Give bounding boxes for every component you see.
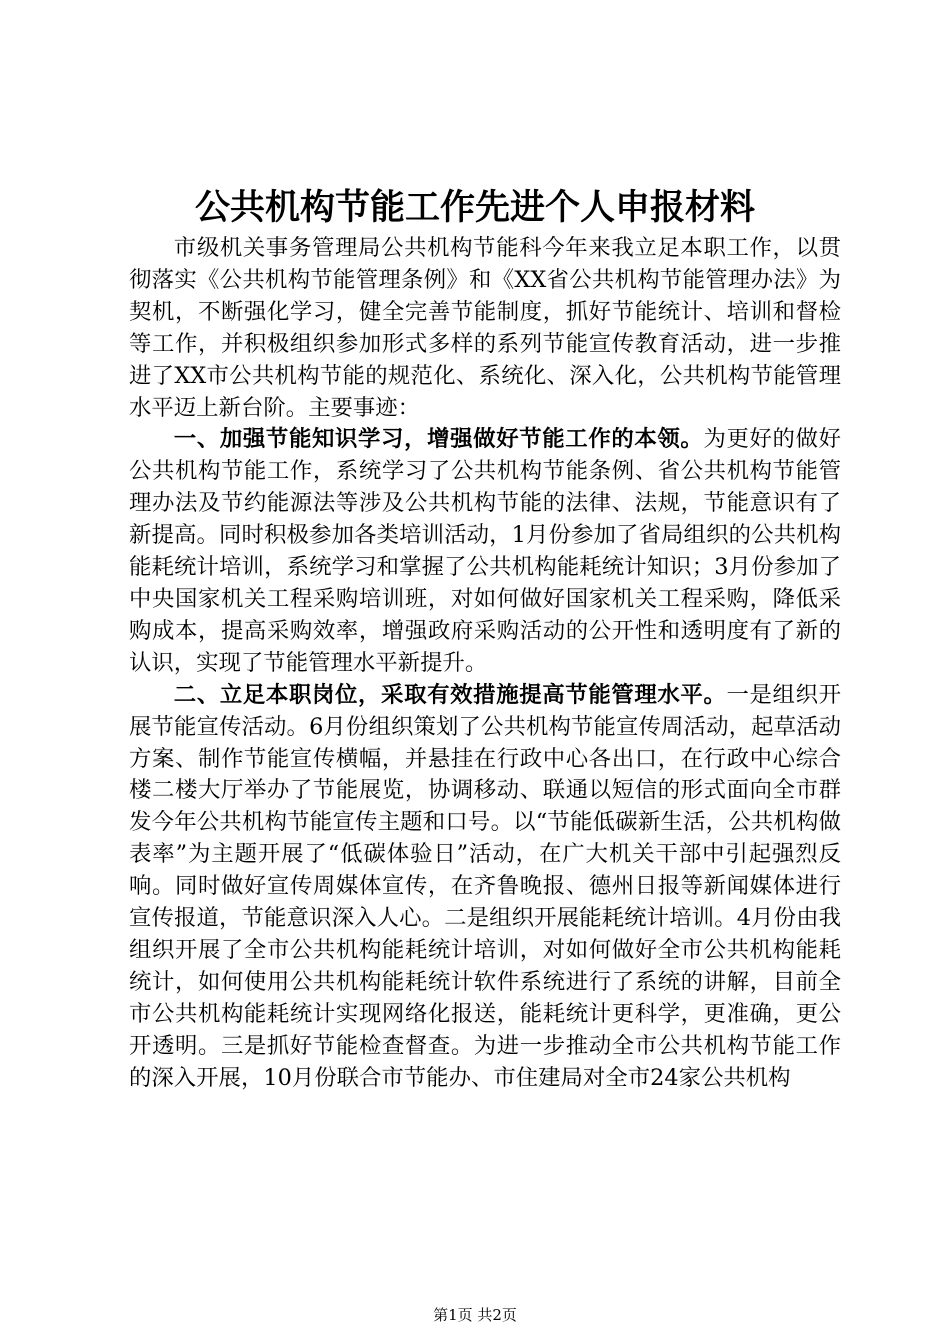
intro-paragraph: 市级机关事务管理局公共机构节能科今年来我立足本职工作，以贯彻落实《公共机构节能管理条例》和《XX省公共机构节能管理办法》为契机，不断强化学习，健全完善节能制度，抓好节能统计、培训和督检等工作，并积极组织参加形式多样的系列节能宣传教育活动，进一步推进了XX市公共机构节能的规范化、系统化、深入化，公共机构节能管理水平迈上新台阶。主要事迹： (129, 235, 841, 421)
section-heading-1: 一、加强节能知识学习，增强做好节能工作的本领。 (173, 426, 704, 453)
section-text-2: 一是组织开展节能宣传活动。6月份组织策划了公共机构节能宣传周活动，起草活动方案、制作节能宣传横幅，并悬挂在行政中心各出口，在行政中心综合楼二楼大厅举办了节能展览，协调移动、联通以短信的形式面向全市群发今年公共机构节能宣传主题和口号。以“节能低碳新生活，公共机构做表率”为主题开展了“低碳体验日”活动，在广大机关干部中引起强烈反响。同时做好宣传周媒体宣传，在齐鲁晚报、德州日报等新闻媒体进行宣传报道，节能意识深入人心。二是组织开展能耗统计培训。4月份由我组织开展了全市公共机构能耗统计培训，对如何做好全市公共机构能耗统计，如何使用公共机构能耗统计软件系统进行了系统的讲解，目前全市公共机构能耗统计实现网络化报送，能耗统计更科学，更准确，更公开透明。三是抓好节能检查督查。为进一步推动全市公共机构节能工作的深入开展，10月份联合市节能办、市住建局对全市24家公共机构 (129, 681, 842, 1091)
page-footer: 第1页 共2页 (433, 1306, 517, 1324)
document-body (129, 233, 841, 1094)
section-paragraph-2 (129, 680, 841, 1095)
section-heading-2: 二、立足本职岗位，采取有效措施提高节能管理水平。 (173, 681, 727, 708)
section-text-1: 为更好的做好公共机构节能工作，系统学习了公共机构节能条例、省公共机构节能管理办法及节约能源法等涉及公共机构节能的法律、法规，节能意识有了新提高。同时积极参加各类培训活动，1月份参加了省局组织的公共机构能耗统计培训，系统学习和掌握了公共机构能耗统计知识；3月份参加了中央国家机关工程采购培训班，对如何做好国家机关工程采购，降低采购成本，提高采购效率，增强政府采购活动的公开性和透明度有了新的认识，实现了节能管理水平新提升。 (129, 426, 842, 676)
section-paragraph-1 (129, 424, 841, 679)
document-title: 公共机构节能工作先进个人申报材料 (194, 188, 755, 228)
